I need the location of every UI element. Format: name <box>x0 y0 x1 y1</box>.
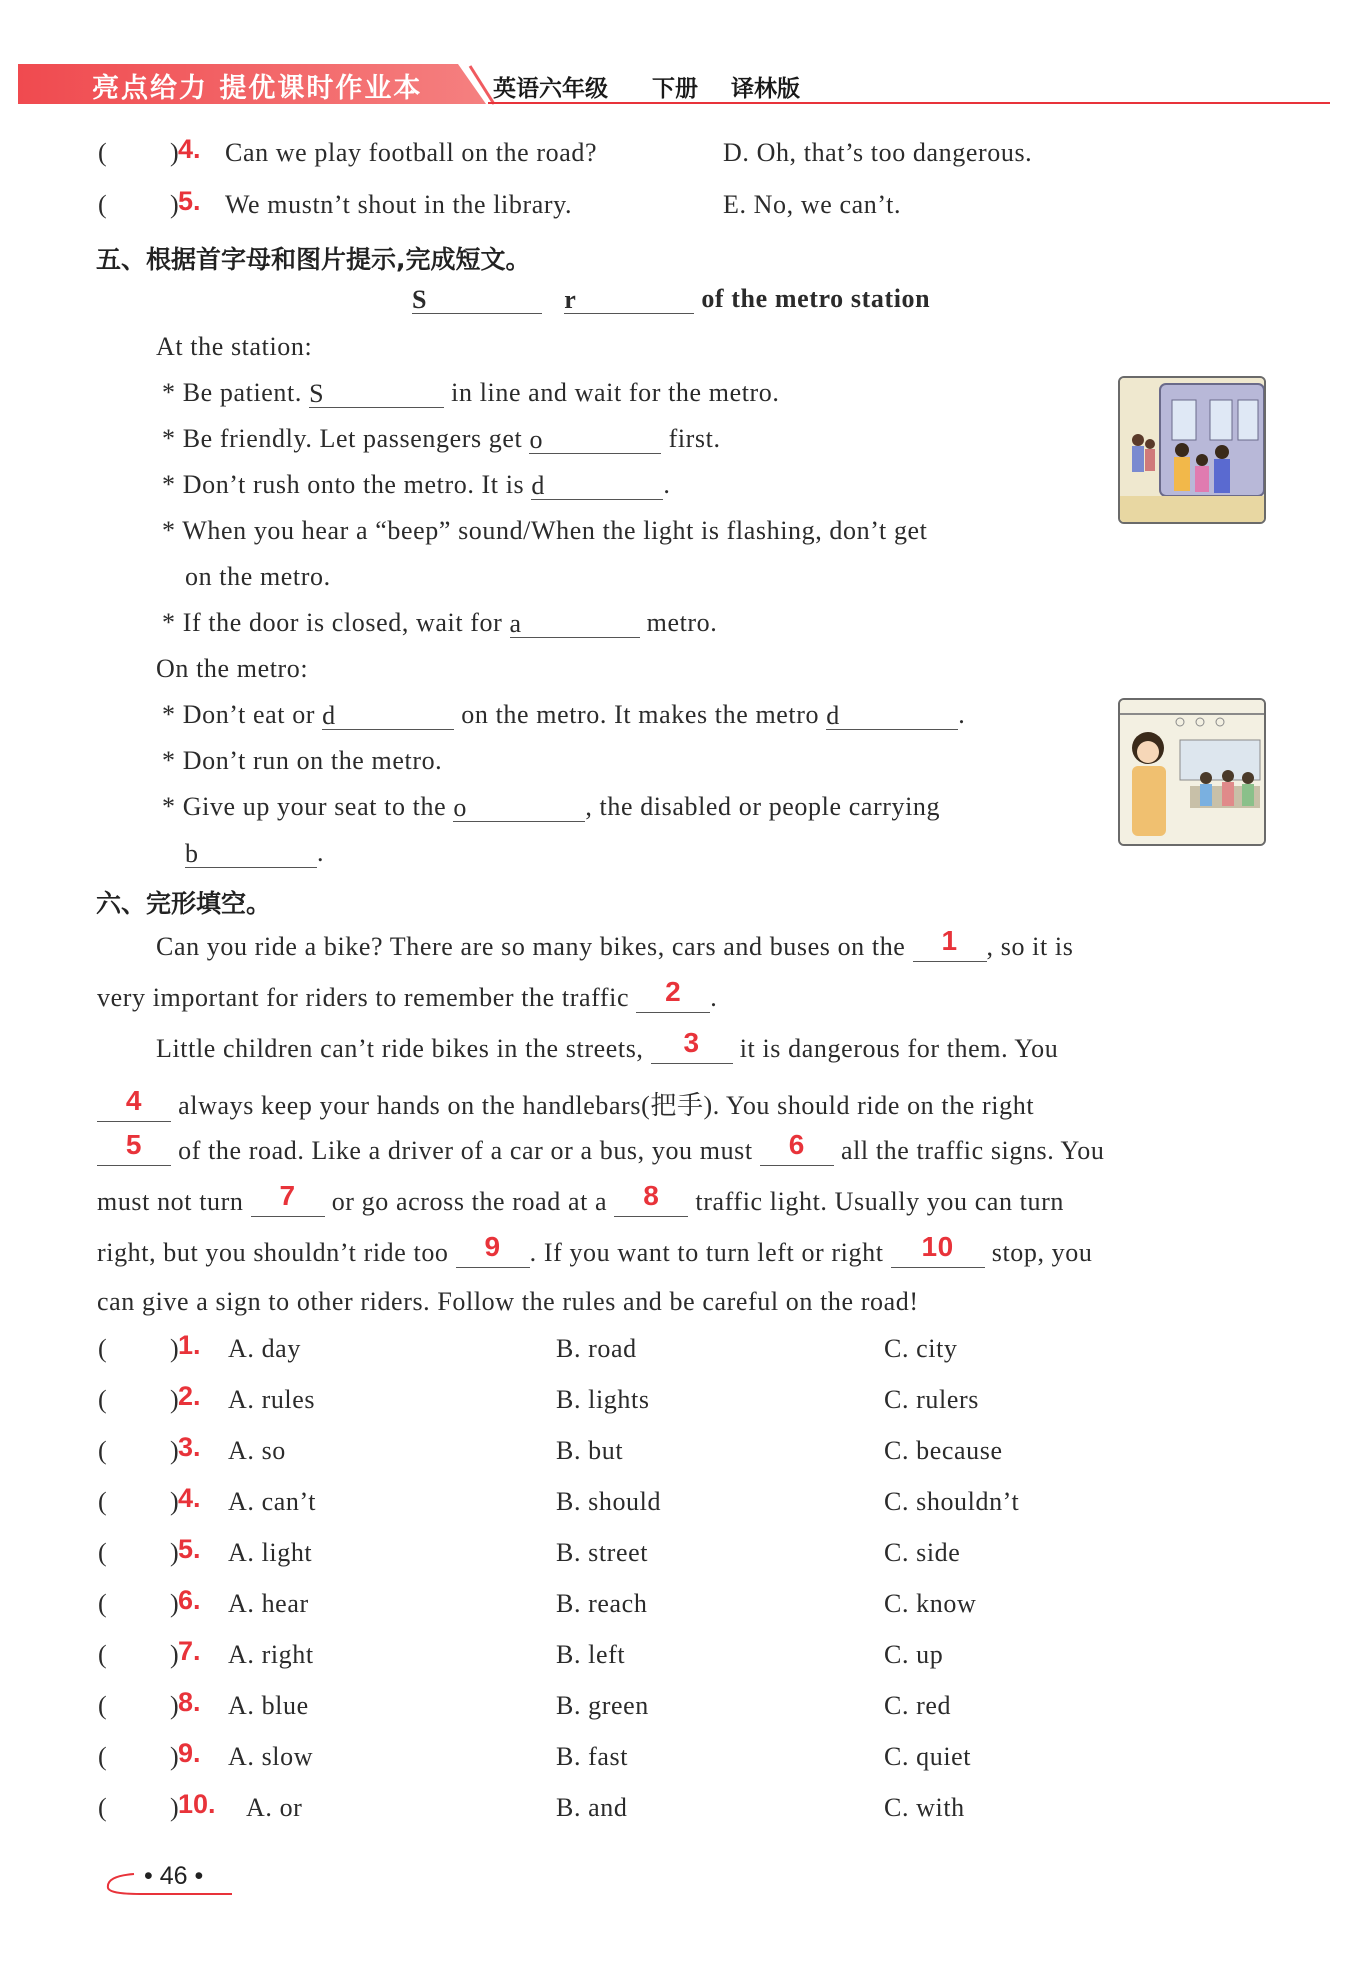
answer-paren-open: ( <box>98 1742 108 1771</box>
option-a[interactable]: A. light <box>228 1538 313 1567</box>
cloze-blank-10[interactable]: 10 <box>891 1239 985 1268</box>
section6-heading: 六、完形填空。 <box>96 889 272 918</box>
answer-paren-close[interactable]: ) <box>170 1691 180 1720</box>
rule-line-1: * Be patient. S in line and wait for the metro. <box>162 378 780 408</box>
answer-paren-open: ( <box>98 1691 108 1720</box>
question-number: 8. <box>178 1687 201 1717</box>
option-b[interactable]: B. but <box>556 1436 624 1465</box>
station-scene-icon <box>1120 378 1264 522</box>
option-b[interactable]: B. left <box>556 1640 626 1669</box>
title-blank-s[interactable]: S <box>412 285 542 314</box>
answer-blank[interactable]: d <box>322 701 454 730</box>
cloze-blank-8[interactable]: 8 <box>614 1188 688 1217</box>
matching-question: Can we play football on the road? <box>225 138 598 167</box>
question-number: 6. <box>178 1585 201 1615</box>
section5-title: S r of the metro station <box>412 284 931 314</box>
header-book: 英语六年级 <box>493 76 608 102</box>
option-c[interactable]: C. rulers <box>884 1385 979 1414</box>
option-b[interactable]: B. road <box>556 1334 637 1363</box>
option-b[interactable]: B. fast <box>556 1742 629 1771</box>
header-edition: 译林版 <box>731 76 800 102</box>
option-a[interactable]: A. can’t <box>228 1487 317 1516</box>
option-a[interactable]: A. day <box>228 1334 301 1363</box>
option-c[interactable]: C. side <box>884 1538 961 1567</box>
cloze-line-8: can give a sign to other riders. Follow the rules and be careful on the road! <box>97 1287 919 1316</box>
rule-line-3: * Don’t rush onto the metro. It is d . <box>162 470 671 500</box>
option-a[interactable]: A. right <box>228 1640 314 1669</box>
cloze-line-4: 4 always keep your hands on the handlebars(把手). You should ride on the right <box>97 1085 1034 1122</box>
station-label: At the station: <box>156 332 313 361</box>
question-number: 7. <box>178 1636 201 1666</box>
paren-close: ) <box>170 190 180 219</box>
answer-paren-close[interactable]: ) <box>170 1793 180 1822</box>
rule-line-7: * Don’t run on the metro. <box>162 746 443 775</box>
cloze-blank-2[interactable]: 2 <box>636 984 710 1013</box>
option-a[interactable]: A. blue <box>228 1691 309 1720</box>
cloze-blank-7[interactable]: 7 <box>251 1188 325 1217</box>
question-number: 4. <box>178 134 201 164</box>
option-a[interactable]: A. so <box>228 1436 286 1465</box>
cloze-line-5: 5 of the road. Like a driver of a car or a bus, you must 6 all the traffic signs. You <box>97 1136 1105 1166</box>
option-c[interactable]: C. know <box>884 1589 977 1618</box>
question-number: 10. <box>178 1789 216 1819</box>
answer-paren-open: ( <box>98 1487 108 1516</box>
option-b[interactable]: B. green <box>556 1691 649 1720</box>
rule-line-8: * Give up your seat to the o , the disabled or people carrying <box>162 792 941 822</box>
cloze-line-2: very important for riders to remember the traffic 2 . <box>97 976 718 1012</box>
answer-blank[interactable]: S <box>309 379 444 408</box>
option-b[interactable]: B. street <box>556 1538 649 1567</box>
rule-line-6: * Don’t eat or d on the metro. It makes the metro d . <box>162 700 966 730</box>
rule-line-2: * Be friendly. Let passengers get o first. <box>162 424 721 454</box>
header-volume: 下册 <box>652 76 698 102</box>
page-number: • 46 • <box>144 1862 204 1890</box>
option-c[interactable]: C. up <box>884 1640 944 1669</box>
option-b[interactable]: B. and <box>556 1793 628 1822</box>
rule-line-9: b . <box>185 838 325 868</box>
question-number: 9. <box>178 1738 201 1768</box>
metro-label: On the metro: <box>156 654 309 683</box>
answer-paren-close[interactable]: ) <box>170 1436 180 1465</box>
option-c[interactable]: C. shouldn’t <box>884 1487 1020 1516</box>
answer-paren-open: ( <box>98 1589 108 1618</box>
answer-paren-close[interactable]: ) <box>170 1334 180 1363</box>
answer-paren-open: ( <box>98 1436 108 1465</box>
paren-open: ( <box>98 190 108 219</box>
cloze-blank-3[interactable]: 3 <box>651 1035 733 1064</box>
answer-paren-open: ( <box>98 1334 108 1363</box>
answer-paren-open: ( <box>98 1538 108 1567</box>
answer-paren-open: ( <box>98 1640 108 1669</box>
answer-paren-close[interactable]: ) <box>170 1487 180 1516</box>
answer-blank[interactable]: b <box>185 839 317 868</box>
question-number: 4. <box>178 1483 201 1513</box>
cloze-blank-9[interactable]: 9 <box>456 1239 530 1268</box>
option-a[interactable]: A. slow <box>228 1742 314 1771</box>
option-c[interactable]: C. city <box>884 1334 958 1363</box>
answer-paren-close[interactable]: ) <box>170 1640 180 1669</box>
cloze-line-7: right, but you shouldn’t ride too 9 . If you want to turn left or right 10 stop, you <box>97 1231 1093 1267</box>
option-a[interactable]: A. hear <box>228 1589 309 1618</box>
rule-line-5: * If the door is closed, wait for a metro. <box>162 608 718 638</box>
matching-answer: E. No, we can’t. <box>723 190 902 219</box>
option-b[interactable]: B. should <box>556 1487 662 1516</box>
answer-paren-open: ( <box>98 1793 108 1822</box>
answer-blank[interactable]: a <box>510 609 640 638</box>
option-c[interactable]: C. with <box>884 1793 965 1822</box>
header-brand: 亮点给力 提优课时作业本 <box>92 73 423 104</box>
answer-paren-close[interactable]: ) <box>170 1385 180 1414</box>
answer-blank[interactable]: o <box>529 425 661 454</box>
cloze-blank-6[interactable]: 6 <box>760 1137 834 1166</box>
paren-close: ) <box>170 138 180 167</box>
question-number: 3. <box>178 1432 201 1462</box>
option-b[interactable]: B. lights <box>556 1385 650 1414</box>
matching-question: We mustn’t shout in the library. <box>225 190 573 219</box>
answer-blank[interactable]: o <box>453 793 585 822</box>
section5-heading: 五、根据首字母和图片提示,完成短文。 <box>96 245 531 274</box>
metro-station-illustration <box>1118 376 1266 524</box>
cloze-line-3: Little children can’t ride bikes in the streets, 3 it is dangerous for them. You <box>156 1027 1059 1063</box>
carriage-scene-icon <box>1120 700 1264 844</box>
question-number: 2. <box>178 1381 201 1411</box>
cloze-line-6: must not turn 7 or go across the road at a 8 traffic light. Usually you can turn <box>97 1180 1064 1216</box>
rule-line-4b: on the metro. <box>185 562 331 591</box>
cloze-blank-5[interactable]: 5 <box>97 1137 171 1166</box>
rule-line-4: * When you hear a “beep” sound/When the light is flashing, don’t get <box>162 516 928 545</box>
answer-blank[interactable]: d <box>826 701 958 730</box>
answer-paren-close[interactable]: ) <box>170 1538 180 1567</box>
answer-paren-close[interactable]: ) <box>170 1589 180 1618</box>
question-number: 5. <box>178 1534 201 1564</box>
metro-carriage-illustration <box>1118 698 1266 846</box>
option-c[interactable]: C. because <box>884 1436 1003 1465</box>
answer-paren-open: ( <box>98 1385 108 1414</box>
matching-answer: D. Oh, that’s too dangerous. <box>723 138 1033 167</box>
answer-blank[interactable]: d <box>531 471 663 500</box>
cloze-line-1: Can you ride a bike? There are so many bikes, cars and buses on the 1 , so it is <box>156 925 1074 961</box>
option-b[interactable]: B. reach <box>556 1589 648 1618</box>
option-a[interactable]: A. or <box>246 1793 303 1822</box>
option-a[interactable]: A. rules <box>228 1385 316 1414</box>
option-c[interactable]: C. red <box>884 1691 952 1720</box>
option-c[interactable]: C. quiet <box>884 1742 972 1771</box>
title-blank-r[interactable]: r <box>564 285 694 314</box>
answer-paren-close[interactable]: ) <box>170 1742 180 1771</box>
cloze-blank-4[interactable]: 4 <box>97 1093 171 1122</box>
question-number: 1. <box>178 1330 201 1360</box>
paren-open: ( <box>98 138 108 167</box>
cloze-blank-1[interactable]: 1 <box>913 933 987 962</box>
question-number: 5. <box>178 186 201 216</box>
